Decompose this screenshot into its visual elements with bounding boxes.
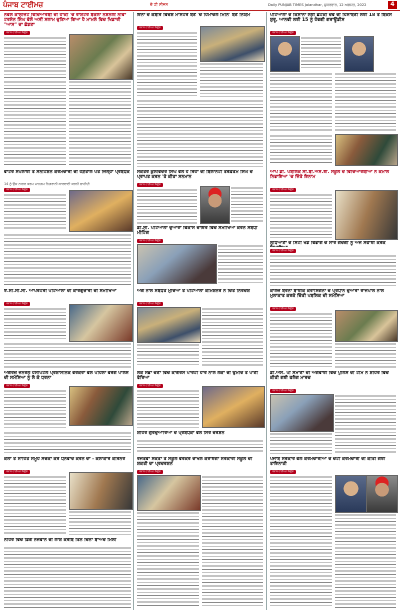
article-body bbox=[4, 431, 131, 453]
article-body bbox=[270, 475, 332, 608]
byline: ਪੰਜਾਬ ਟਾਈਮਜ਼ ਬਿਊਰੋ bbox=[6, 470, 28, 473]
article-body bbox=[137, 511, 199, 608]
article-body bbox=[4, 389, 66, 429]
article-headline: ਲੋਕ ਸਭਾ ਚੋਣਾਂ ਵਿਚ ਕਾਂਗਰਸ ਪਾਰਟੀ ਹਾਰ ਨਾਲ ਲੋਕਾਂ ਦੀ ਉਮੀਦ ਤੇ ਪਾਣੀ ਫੇਰਿਆ bbox=[137, 371, 259, 382]
byline: ਪੰਜਾਬ ਟਾਈਮਜ਼ ਬਿਊਰੋ bbox=[139, 470, 161, 473]
news-photo bbox=[202, 386, 265, 428]
news-photo bbox=[335, 134, 398, 166]
article-body bbox=[4, 546, 131, 608]
article-headline: ਇੰਨਾ ਦੇ ਕਬੀਰ ਵਿਦੇਸ਼ ਮਾਸਟਰ ਬਣ 'ਚ ਹਿਮਾਚਲ ਮਿਨਿ' ਬਣ ਨਿਯਮ bbox=[137, 13, 251, 18]
article-headline: ਪੰਜਾਬ ਸਰਕਾਰ ਵੱਲੋਂ ਕਰਮਚਾਰੀਆਂ ਦੇ ਚੋਟੀ ਕਰਮਚਾਰੀ ਦੀ ਕੀਤੀ ਗਈ ਤਾਇਨਾਤੀ bbox=[270, 457, 386, 468]
article-body bbox=[4, 342, 131, 368]
article-body bbox=[137, 389, 199, 429]
article-body bbox=[202, 307, 263, 367]
byline: ਪੰਜਾਬ ਟਾਈਮਜ਼ ਬਿਊਰੋ bbox=[6, 384, 28, 387]
article-headline: ਕਲਾ ਤੇ ਸਾਹਿਤ ਸਮੂਹ ਸਦਕਾ ਕਰੇ ਧੰਨਵਾਦ ਕਰਨ ਦਾ - ਕਲਾਕਾਰ ਕਰਿਨਰ bbox=[4, 457, 126, 462]
byline: ਪੰਜਾਬ ਟਾਈਮਜ਼ ਬਿਊਰੋ bbox=[272, 188, 294, 191]
news-photo bbox=[335, 190, 398, 240]
byline: ਪੰਜਾਬ ਟਾਈਮਜ਼ ਬਿਊਰੋ bbox=[139, 183, 161, 186]
article-headline: ਵਾਟਰ ਸਪਲਾਈ ਤੇ ਸੈਨੀਟੇਸ਼ਨ ਕਰਮਚਾਰੀ ਦੀ ਹੜਤਾਲ ਪੱਤੇ ਜਿਲ੍ਹਾ ਪ੍ਰਬੰਧਕ bbox=[4, 170, 130, 175]
article-body bbox=[270, 312, 332, 368]
article-headline: ਡੀ.ਸੀ. ਪਟਿਆਲਾ ਦੁਆਰਾ ਵਿਕਾਸ ਦਾਇਰੇ ਵਿਚ ਸਮੀਖਿਆ ਕਰਨ ਸਬੰਧੀ ਮੀਟਿੰਗ bbox=[137, 226, 258, 237]
article-body bbox=[4, 307, 66, 339]
section-label: ਦੇ ਟੀ ਸੀਜਨ bbox=[150, 2, 168, 7]
article-headline: ਡੀ.ਐਸ. ਪੀ ਸਮਾਣਾ ਦੀ ਅਗਵਾਈ ਵਿੱਚ ਪੁਲਿਸ ਦੀ ਟੀਮ ਨੇ ਸ਼ਹਿਰ ਵਿਚ ਕੀਤੀ ਗਈ ਫਲੈਗ ਮਾਰਚ bbox=[270, 371, 389, 382]
article-body bbox=[270, 193, 332, 238]
news-photo bbox=[69, 190, 133, 232]
article-headline: ਸ਼ਹਿਰ ਗੁਰਦੁਆਰਿਆਂ ਦੇ ਪ੍ਰਬੰਧਕਾਂ ਵਲੋਂ ਸਿਰ ਦਰਸ਼ਨ bbox=[137, 431, 225, 436]
byline: ਪੰਜਾਬ ਟਾਈਮਜ਼ ਬਿਊਰੋ bbox=[139, 302, 161, 305]
article-body bbox=[4, 193, 66, 231]
article-headline: ਆਪ ਡੀ. ਪਬਲਿਕ ਸੀ.ਬੀ.ਐਸ.ਈ. ਸਕੂਲ ਦੇ ਵਿਦਿਆਰਥੀਆਂ ਨੇ ਕਮਾਲ ਨਿਭਾਇਆ 'ਚ ਜਿੱਤੇ ਇਨਾਮ bbox=[270, 170, 390, 181]
article-body bbox=[218, 244, 263, 284]
news-photo bbox=[137, 475, 201, 511]
news-photo bbox=[69, 386, 133, 426]
byline: ਪੰਜਾਬ ਟਾਈਮਜ਼ ਬਿਊਰੋ bbox=[139, 239, 161, 242]
byline: ਪੰਜਾਬ ਟਾਈਮਜ਼ ਬਿਊਰੋ bbox=[272, 31, 294, 34]
portrait-photo bbox=[270, 36, 300, 72]
article-headline: ਨਹਿਰ ਵਿਚ ਡਿੱਗੇ ਨੌਜਵਾਨ ਦੀ ਲਾਸ਼ ਕਰੀਬ ਤਿੰਨ ਦਿਨਾਂ ਬਾਅਦ ਮਿਲੀ bbox=[4, 538, 117, 543]
article-body bbox=[270, 254, 396, 286]
article-headline: ਅੱਗ ਨਾਲ ਸੰਬੰਧਤ ਮੁੱਦਿਆਂ ਤੇ ਪਟਿਆਲਾ ਕਮਿਸ਼ਨਰ ਨੇ ਦਿੱਤੇ ਨਿਰਦੇਸ਼ bbox=[137, 289, 250, 294]
news-photo bbox=[200, 26, 265, 62]
article-body bbox=[200, 62, 263, 97]
news-photo bbox=[270, 394, 334, 432]
masthead-title: ਪੰਜਾਬ ਟਾਈਮਜ਼ bbox=[3, 1, 44, 9]
article-headline: ਪਟਿਆਲਾ ਦੇ ਕਿਸਾਨਾਂ ਲਈ ਛੋਟੇਕੀ ਦੇਵੋ ਦੀ ਹਿਸਾਬਣੀ ਲਈ 18 ਤੋਂ ਬਿਕਸ ਸ਼ੁਰੂ, ਆਨਵੀ ਲਈ 15 ਨੂੰ ਹੋਵਗੀ ਗਰਾਊਂਡੀਸ bbox=[270, 13, 392, 24]
article-headline: ਨੋਵੇਲ ਕਾਲਜਿਟ ਵਿਦਿਆਰਥੀ ਦੀ ਹਾਕੀ 'ਚ ਰਾਸ਼ਟਰ ਬਕਲਾ ਨੈਸ਼ਨਲੀ ਨੀਵਾ ਟਰਸੇਨ ਸਿੰਘ ਵੱਲੋਂ ਅਸੀਂ ਸਲਾਮ ਚੁਣਿਆ ਗਿਆ ਹੈ ਮਾਮਲੇ ਵਿਚ ਖਿਡਾਰੀ "ਆਸ" ਦਾ ਛੱਡਣਾ bbox=[4, 13, 126, 29]
article-body bbox=[270, 72, 332, 132]
byline: ਪੰਜਾਬ ਟਾਈਮਜ਼ ਬਿਊਰੋ bbox=[6, 302, 28, 305]
news-photo bbox=[69, 472, 133, 510]
article-body bbox=[335, 72, 396, 132]
portrait-photo bbox=[200, 186, 230, 224]
article-body bbox=[69, 510, 131, 535]
byline: ਪੰਜਾਬ ਟਾਈਮਜ਼ ਬਿਊਰੋ bbox=[139, 384, 161, 387]
news-photo bbox=[69, 304, 133, 342]
column-divider bbox=[133, 12, 134, 610]
article-body bbox=[137, 343, 199, 367]
article-body bbox=[137, 99, 263, 167]
article-body bbox=[4, 475, 66, 535]
page-header bbox=[0, 0, 400, 11]
issue-date: Daily PUNJAB TIMES Jalandhar, ਸ਼ੁਕਰਵਾਰ, 12 ਅਗਸਤ, 2022 bbox=[268, 3, 367, 7]
article-body bbox=[231, 186, 263, 222]
article-body bbox=[137, 188, 197, 224]
article-subhead: 14 ਨੂੰ ਉਸ ਨਾਗਰ ਕਰਮ ਮਾਨਗਮ ਨਿਗਰਾਨੀ ਕਾਰਵਾਈ ਕਰਨੀ ਚਾਹੀਦੀ bbox=[4, 182, 90, 186]
page-number: 4 bbox=[388, 1, 397, 9]
news-photo bbox=[137, 307, 201, 343]
byline: ਪੰਜਾਬ ਟਾਈਮਜ਼ ਬਿਊਰੋ bbox=[272, 249, 294, 252]
news-photo bbox=[137, 244, 217, 284]
byline: ਪੰਜਾਬ ਟਾਈਮਜ਼ ਬਿਊਰੋ bbox=[272, 470, 294, 473]
byline: ਪੰਜਾਬ ਟਾਈਮਜ਼ ਬਿਊਰੋ bbox=[272, 307, 294, 310]
article-headline: ਲੁਧਿਆਣਾ ਦੇ ਸਿਟੀ ਖੇਡ ਵਿਭਾਗ ਚ ਸਾਰੇ ਗੰਦਗੀ ਨੂੰ ਅਜ ਸਫਾਈ ਕਰਕੇ bbox=[270, 241, 386, 246]
article-body bbox=[69, 80, 131, 166]
article-body bbox=[301, 36, 341, 70]
article-body bbox=[4, 233, 131, 285]
article-body bbox=[137, 31, 197, 97]
article-body bbox=[335, 394, 396, 454]
article-body bbox=[335, 513, 396, 608]
article-body bbox=[4, 80, 66, 166]
article-body bbox=[270, 134, 332, 164]
byline: ਪੰਜਾਬ ਟਾਈਮਜ਼ ਬਿਊਰੋ bbox=[6, 188, 28, 191]
article-body bbox=[137, 439, 263, 453]
article-body bbox=[270, 432, 332, 454]
article-headline: ਏ.ਸੀ.ਸੀ.ਸੀ. ਆਪਰੇਟਰੀ ਪਟਿਆਲਾ ਦੀ ਕਾਰਗੁਜ਼ਾਰੀ ਦੀ ਸਮੀਖਿਆ bbox=[4, 289, 117, 294]
portrait-photo bbox=[335, 475, 367, 513]
article-body bbox=[202, 475, 263, 608]
article-headline: ਸਕੱਤਰ ਕੁਲਵਿੰਦਰ ਸਿੰਘ ਵੱਲੋਂ ਹੋ ਰਿਹਾ ਦੀ ਬਿਲਾਨਟੀ ਤਰਫ਼ਤਮ ਸਿੰਘ ਦੇ ਪ੍ਰਾਪਤ ਕਰਨ 'ਤੇ ਕੀਤਾ ਸਨਮਾਨ bbox=[137, 170, 253, 181]
article-headline: ਰਜਤਵਾ ਸਕਤਾ ਤੋਂ ਸਕੂਲ ਵਰਕਰ ਦਾਖਲ ਕਰਾਏਗਾ ਸਰਕਾਰੀ ਸਕੂਲ ਦੀ ਸ਼ਕਤੀ ਦਾ ਪ੍ਰਦਰਸ਼ਨ bbox=[137, 457, 253, 468]
byline: ਪੰਜਾਬ ਟਾਈਮਜ਼ ਬਿਊਰੋ bbox=[139, 26, 161, 29]
portrait-photo bbox=[344, 36, 374, 72]
article-headline: ਅੰਗਰੇਜ਼ ਜਨਰਲ ਹੋਸਪਿਟਲ ਪ੍ਰਸ਼ਾਸਨਿਕ ਵਰਕਰਾਂ ਵੱਲੋਂ ਪਹਿਲਾਂ ਵਰਗੇ ਪਾਲਸ ਦੀ ਸਮੱਸਿਆ ਨੂੰ ਲੈ ਕੇ ਧਰਨਾ bbox=[4, 371, 129, 382]
byline: ਪੰਜਾਬ ਟਾਈਮਜ਼ ਬਿਊਰੋ bbox=[272, 389, 294, 392]
article-body bbox=[335, 342, 396, 368]
news-photo bbox=[69, 34, 133, 80]
column-divider bbox=[266, 12, 267, 610]
news-photo bbox=[335, 310, 398, 342]
portrait-photo bbox=[366, 475, 398, 513]
article-headline: ਕਾਲਜ ਬਰਨਾ ਬਾਈਕ ਕਰਾਸਿੰਗਨਾਂ ਦੇ ਪ੍ਰਧਾਨ ਦੁਆਰਾ ਰਾਜਪਾਲ ਨਾਲ ਮੁਲਾਕਾਤ ਕਰਕੇ ਦਿੱਤੀ ਪਬਲਿਕ ਦੀ ਸਮੱਸਿਆ bbox=[270, 289, 384, 300]
byline: ਪੰਜਾਬ ਟਾਈਮਜ਼ ਬਿਊਰੋ bbox=[6, 31, 28, 34]
article-body bbox=[4, 36, 66, 78]
